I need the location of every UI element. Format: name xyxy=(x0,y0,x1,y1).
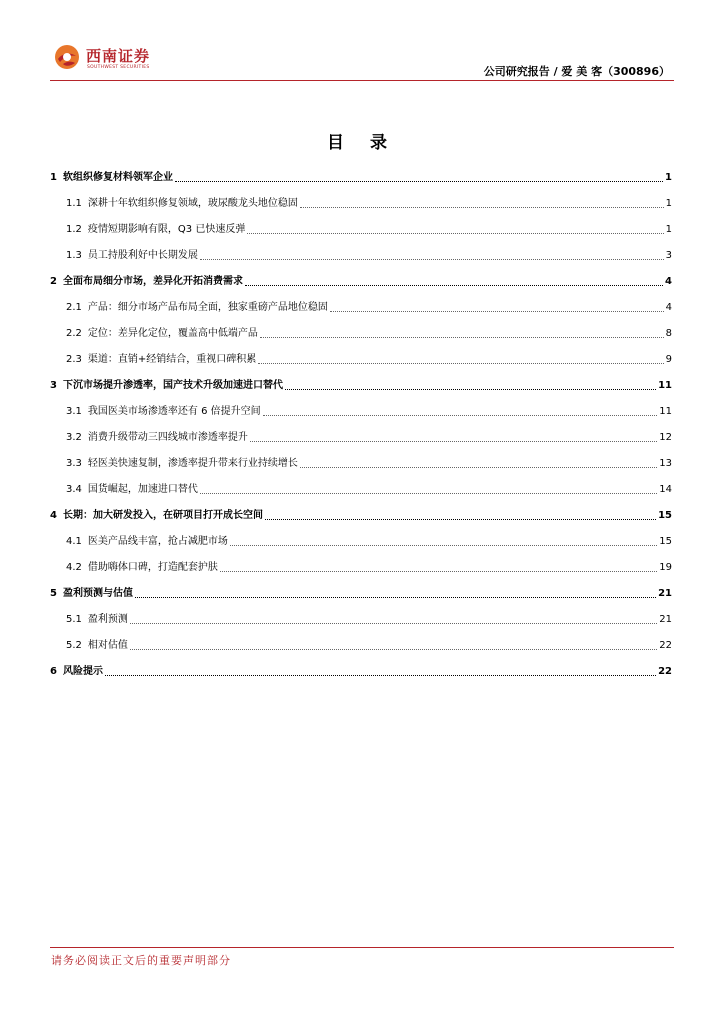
toc-subsection-entry[interactable] xyxy=(50,430,672,446)
toc-entry-title: 盈利预测 xyxy=(87,614,128,625)
toc-leader-dots xyxy=(330,311,664,312)
toc-page-number: 21 xyxy=(659,614,672,625)
toc-subsection-entry[interactable] xyxy=(50,352,672,368)
logo-english-name: SOUTHWEST SECURITIES xyxy=(87,65,150,70)
toc-entry-title: 消费升级带动三四线城市渗透率提升 xyxy=(87,432,248,443)
toc-leader-dots xyxy=(285,389,656,390)
toc-page-number: 9 xyxy=(665,354,672,365)
toc-leader-dots xyxy=(175,181,663,182)
toc-entry-number: 1.2 xyxy=(66,224,82,235)
footer-divider xyxy=(50,947,674,948)
toc-subsection-entry[interactable] xyxy=(50,560,672,576)
report-label: 公司研究报告 / 爱 美 客（300896） xyxy=(483,65,670,78)
header-divider xyxy=(50,80,674,81)
toc-entry-title: 深耕十年软组织修复领域，玻尿酸龙头地位稳固 xyxy=(87,198,298,209)
toc-entry-title: 国货崛起，加速进口替代 xyxy=(87,484,198,495)
logo-chinese-name: 西南证券 xyxy=(86,47,151,65)
toc-entry-number: 3 xyxy=(50,380,57,391)
toc-leader-dots xyxy=(220,571,657,572)
toc-leader-dots xyxy=(200,493,657,494)
toc-leader-dots xyxy=(230,545,657,546)
toc-entry-number: 3.4 xyxy=(66,484,82,495)
toc-entry-number: 2.3 xyxy=(66,354,82,365)
toc-leader-dots xyxy=(200,259,664,260)
toc-entry-title: 产品：细分市场产品布局全面，独家重磅产品地位稳固 xyxy=(87,302,328,313)
toc-entry-number: 1.1 xyxy=(66,198,82,209)
toc-entry-number: 6 xyxy=(50,666,57,677)
toc-entry-number: 1.3 xyxy=(66,250,82,261)
page-header xyxy=(50,40,674,80)
toc-entry-title: 盈利预测与估值 xyxy=(62,588,133,599)
toc-leader-dots xyxy=(245,285,663,286)
toc-leader-dots xyxy=(130,623,657,624)
toc-leader-dots xyxy=(260,337,664,338)
toc-entry-number: 5 xyxy=(50,588,57,599)
toc-entry-title: 长期：加大研发投入，在研项目打开成长空间 xyxy=(62,510,263,521)
toc-subsection-entry[interactable] xyxy=(50,456,672,472)
page-title: 目 录 xyxy=(327,133,397,153)
toc-page-number: 4 xyxy=(665,276,672,287)
toc-page-number: 3 xyxy=(665,250,672,261)
toc-entry-number: 5.2 xyxy=(66,640,82,651)
toc-leader-dots xyxy=(300,467,657,468)
toc-entry-number: 2 xyxy=(50,276,57,287)
southwest-securities-logo-icon xyxy=(54,44,80,70)
toc-page-number: 11 xyxy=(659,406,672,417)
toc-subsection-entry[interactable] xyxy=(50,404,672,420)
toc-entry-title: 医美产品线丰富，抢占减肥市场 xyxy=(87,536,228,547)
toc-entry-number: 3.3 xyxy=(66,458,82,469)
toc-entry-number: 3.1 xyxy=(66,406,82,417)
toc-entry-title: 定位：差异化定位，覆盖高中低端产品 xyxy=(87,328,258,339)
toc-entry-title: 相对估值 xyxy=(87,640,128,651)
toc-page-number: 22 xyxy=(659,640,672,651)
toc-section-entry[interactable] xyxy=(50,170,672,186)
toc-subsection-entry[interactable] xyxy=(50,612,672,628)
toc-entry-title: 我国医美市场渗透率还有 6 倍提升空间 xyxy=(87,406,261,417)
toc-entry-title: 全面布局细分市场，差异化开拓消费需求 xyxy=(62,276,243,287)
toc-leader-dots xyxy=(263,415,658,416)
toc-page-number: 14 xyxy=(659,484,672,495)
toc-entry-number: 4 xyxy=(50,510,57,521)
toc-leader-dots xyxy=(135,597,656,598)
company-logo xyxy=(50,40,160,76)
toc-leader-dots xyxy=(250,441,657,442)
toc-entry-title: 渠道：直销+经销结合，重视口碑积累 xyxy=(87,354,257,365)
toc-leader-dots xyxy=(105,675,656,676)
toc-page-number: 12 xyxy=(659,432,672,443)
toc-page-number: 21 xyxy=(658,588,672,599)
toc-entry-number: 2.2 xyxy=(66,328,82,339)
toc-page-number: 1 xyxy=(665,198,672,209)
toc-entry-number: 2.1 xyxy=(66,302,82,313)
toc-entry-number: 1 xyxy=(50,172,57,183)
toc-page-number: 1 xyxy=(665,172,672,183)
toc-page-number: 8 xyxy=(665,328,672,339)
toc-page-number: 19 xyxy=(659,562,672,573)
toc-leader-dots xyxy=(258,363,663,364)
toc-page-number: 11 xyxy=(658,380,672,391)
toc-section-entry[interactable] xyxy=(50,508,672,524)
toc-page-number: 22 xyxy=(658,666,672,677)
toc-subsection-entry[interactable] xyxy=(50,248,672,264)
toc-entry-title: 借助嗨体口碑，打造配套护肤 xyxy=(87,562,218,573)
toc-entry-number: 4.1 xyxy=(66,536,82,547)
toc-subsection-entry[interactable] xyxy=(50,534,672,550)
toc-entry-title: 下沉市场提升渗透率，国产技术升级加速进口替代 xyxy=(62,380,283,391)
toc-page-number: 15 xyxy=(658,510,672,521)
toc-subsection-entry[interactable] xyxy=(50,196,672,212)
toc-page-number: 1 xyxy=(665,224,672,235)
toc-page-number: 13 xyxy=(659,458,672,469)
toc-page-number: 4 xyxy=(665,302,672,313)
toc-entry-number: 3.2 xyxy=(66,432,82,443)
toc-page-number: 15 xyxy=(659,536,672,547)
toc-subsection-entry[interactable] xyxy=(50,300,672,316)
toc-entry-number: 5.1 xyxy=(66,614,82,625)
toc-subsection-entry[interactable] xyxy=(50,638,672,654)
toc-leader-dots xyxy=(265,519,656,520)
toc-entry-title: 轻医美快速复制，渗透率提升带来行业持续增长 xyxy=(87,458,298,469)
toc-entry-title: 员工持股利好中长期发展 xyxy=(87,250,198,261)
toc-section-entry[interactable] xyxy=(50,664,672,680)
toc-entry-title: 疫情短期影响有限，Q3 已快速反弹 xyxy=(87,224,246,235)
toc-subsection-entry[interactable] xyxy=(50,482,672,498)
toc-subsection-entry[interactable] xyxy=(50,222,672,238)
toc-leader-dots xyxy=(300,207,664,208)
toc-section-entry[interactable] xyxy=(50,378,672,394)
toc-leader-dots xyxy=(130,649,657,650)
footer-notice: 请务必阅读正文后的重要声明部分 xyxy=(51,954,231,967)
toc-section-entry[interactable] xyxy=(50,274,672,290)
toc-section-entry[interactable] xyxy=(50,586,672,602)
toc-entry-number: 4.2 xyxy=(66,562,82,573)
toc-leader-dots xyxy=(247,233,663,234)
toc-entry-title: 风险提示 xyxy=(62,666,103,677)
toc-subsection-entry[interactable] xyxy=(50,326,672,342)
toc-entry-title: 软组织修复材料领军企业 xyxy=(62,172,173,183)
